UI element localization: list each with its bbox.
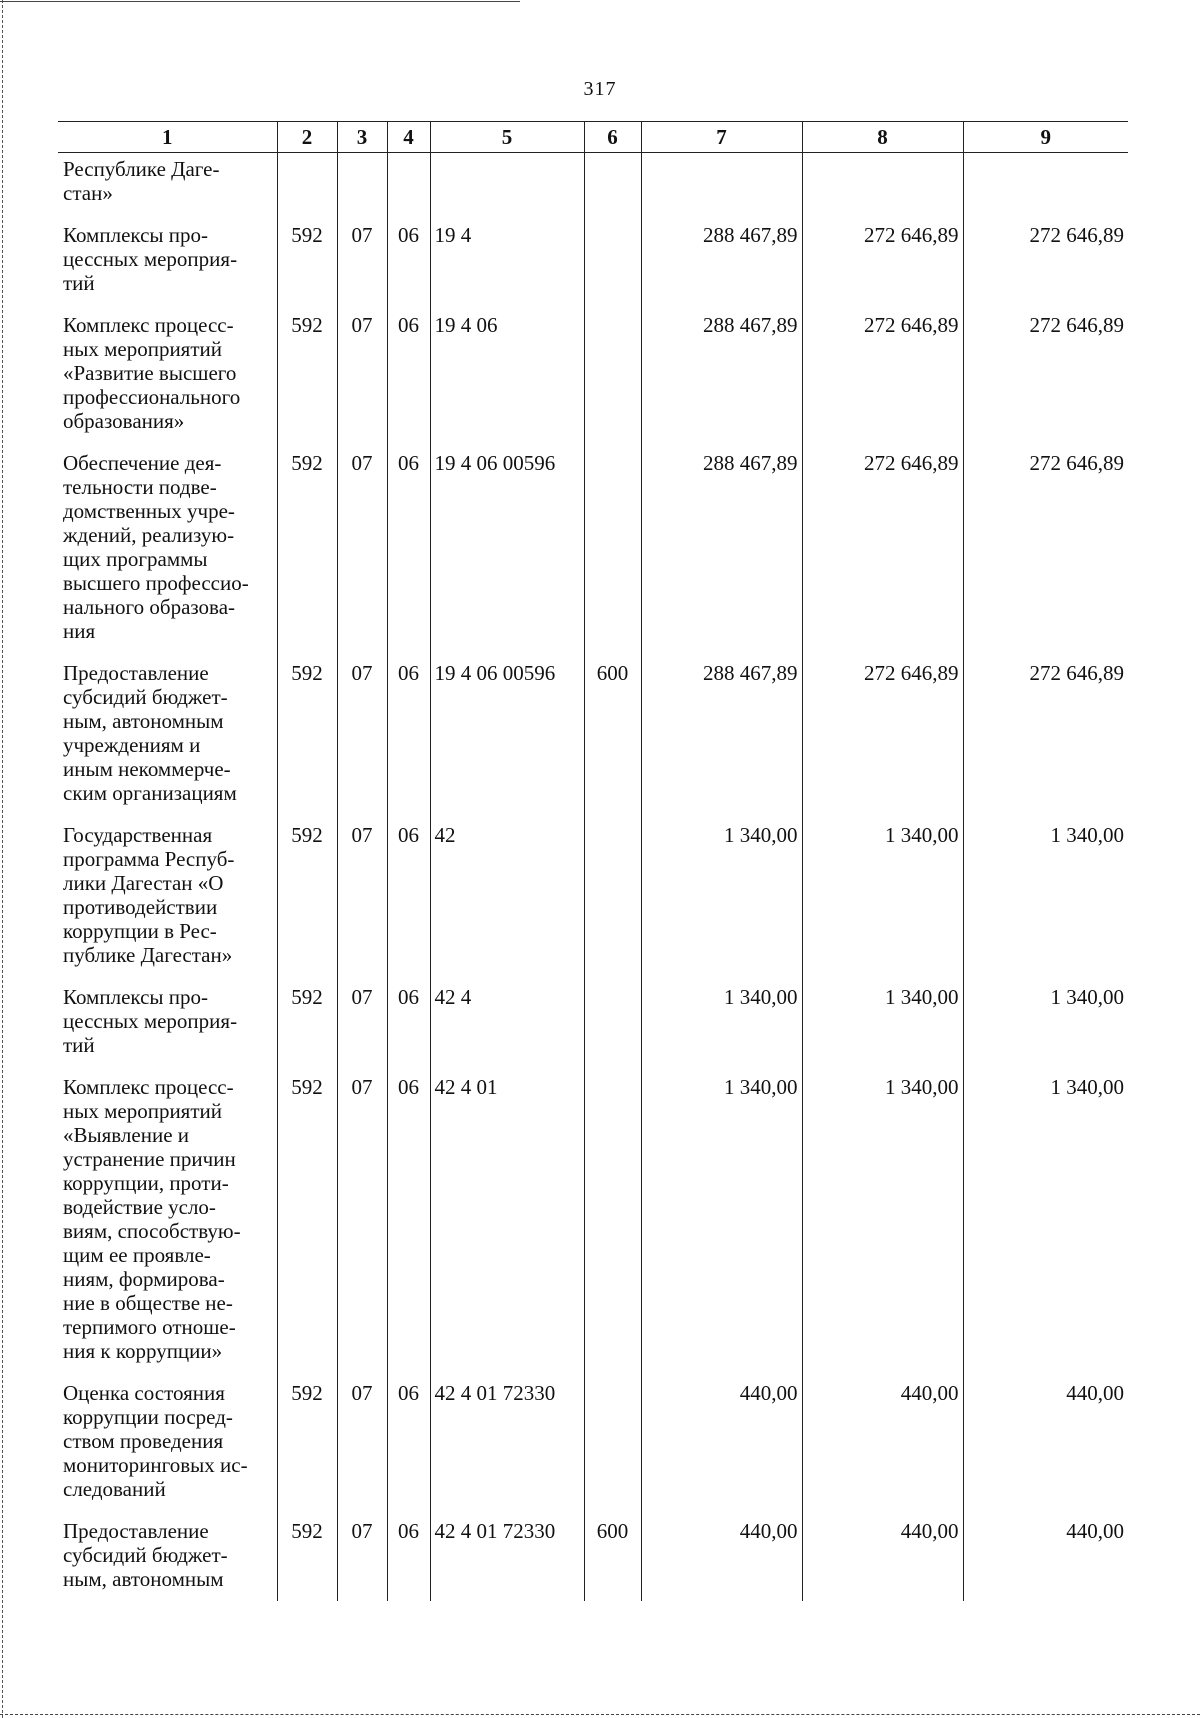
- code-cell-2: 592: [277, 309, 337, 447]
- code-cell-6: 600: [584, 1515, 641, 1601]
- code-cell-4: 06: [387, 447, 430, 657]
- code-cell-5: 42 4: [430, 981, 584, 1071]
- header-row: [58, 122, 1128, 153]
- amount-cell-7: 288 467,89: [641, 447, 802, 657]
- code-cell-5: 19 4 06 00596: [430, 447, 584, 657]
- code-cell-4: 06: [387, 1071, 430, 1377]
- amount-cell-8: 1 340,00: [802, 1071, 963, 1377]
- amount-cell-8: 1 340,00: [802, 981, 963, 1071]
- code-cell-3: 07: [337, 447, 387, 657]
- row-name-cell: Комплексы про- цессных мероприя- тий: [63, 985, 238, 1057]
- budget-table: [58, 121, 1128, 1601]
- code-cell-4: 06: [387, 1377, 430, 1515]
- code-cell-3: 07: [337, 819, 387, 981]
- code-cell-6: [584, 1071, 641, 1377]
- amount-cell-9: 272 646,89: [963, 309, 1128, 447]
- code-cell-6: [584, 153, 641, 220]
- code-cell-4: 06: [387, 309, 430, 447]
- code-cell-3: 07: [337, 1377, 387, 1515]
- amount-cell-8: 272 646,89: [802, 447, 963, 657]
- table-row: [58, 153, 1128, 220]
- code-cell-6: [584, 1377, 641, 1515]
- code-cell-5: [430, 153, 584, 220]
- amount-cell-9: 1 340,00: [963, 819, 1128, 981]
- amount-cell-9: 1 340,00: [963, 1071, 1128, 1377]
- code-cell-6: [584, 981, 641, 1071]
- col-header-4: 4: [387, 122, 430, 153]
- amount-cell-9: 440,00: [963, 1515, 1128, 1601]
- row-name-cell: Предоставление субсидий бюджет- ным, автономным: [63, 1519, 228, 1591]
- amount-cell-7: 440,00: [641, 1515, 802, 1601]
- code-cell-6: [584, 309, 641, 447]
- scan-edge-top: [0, 1, 520, 3]
- code-cell-5: 19 4: [430, 219, 584, 309]
- code-cell-3: 07: [337, 309, 387, 447]
- col-header-6: 6: [584, 122, 641, 153]
- amount-cell-9: [963, 153, 1128, 220]
- row-name-cell: Комплекс процесс- ных мероприятий «Выявление и устранение причин коррупции, проти- водействие усло- виям, способствую- щим ее проявле- ниям, формирова- ние в обществе не- терпимого отноше- ния к коррупции»: [63, 1075, 241, 1363]
- col-header-9: 9: [963, 122, 1128, 153]
- amount-cell-7: [641, 153, 802, 220]
- amount-cell-7: 1 340,00: [641, 819, 802, 981]
- amount-cell-8: [802, 153, 963, 220]
- amount-cell-9: 1 340,00: [963, 981, 1128, 1071]
- page-number: 317: [583, 78, 617, 100]
- col-header-5: 5: [430, 122, 584, 153]
- row-name-cell: Обеспечение дея- тельности подве- домственных учре- ждений, реализую- щих программы высшего профессио- нального образова- ния: [63, 451, 249, 643]
- code-cell-4: 06: [387, 657, 430, 819]
- code-cell-2: 592: [277, 1071, 337, 1377]
- code-cell-6: [584, 819, 641, 981]
- col-header-2: 2: [277, 122, 337, 153]
- amount-cell-8: 1 340,00: [802, 819, 963, 981]
- code-cell-2: 592: [277, 1377, 337, 1515]
- code-cell-6: 600: [584, 657, 641, 819]
- col-header-8: 8: [802, 122, 963, 153]
- scan-edge-left: [2, 0, 4, 1718]
- code-cell-3: 07: [337, 981, 387, 1071]
- row-name-cell: Государственная программа Респуб- лики Дагестан «О противодействии коррупции в Рес- публике Дагестан»: [63, 823, 235, 967]
- code-cell-6: [584, 447, 641, 657]
- code-cell-4: 06: [387, 219, 430, 309]
- amount-cell-9: 272 646,89: [963, 657, 1128, 819]
- amount-cell-7: 1 340,00: [641, 1071, 802, 1377]
- table-row: [58, 1515, 1128, 1601]
- code-cell-3: 07: [337, 657, 387, 819]
- amount-cell-7: 288 467,89: [641, 309, 802, 447]
- code-cell-4: 06: [387, 981, 430, 1071]
- amount-cell-7: 288 467,89: [641, 219, 802, 309]
- code-cell-5: 42 4 01: [430, 1071, 584, 1377]
- table-body: [58, 153, 1128, 1602]
- table-row: [58, 219, 1128, 309]
- col-header-7: 7: [641, 122, 802, 153]
- row-name-cell: Комплексы про- цессных мероприя- тий: [63, 223, 238, 295]
- code-cell-4: 06: [387, 819, 430, 981]
- amount-cell-8: 440,00: [802, 1377, 963, 1515]
- code-cell-5: 42: [430, 819, 584, 981]
- code-cell-3: 07: [337, 219, 387, 309]
- amount-cell-9: 272 646,89: [963, 447, 1128, 657]
- code-cell-3: 07: [337, 1515, 387, 1601]
- code-cell-4: 06: [387, 1515, 430, 1601]
- row-name-cell: Республике Даге- стан»: [63, 157, 220, 205]
- code-cell-5: 19 4 06 00596: [430, 657, 584, 819]
- code-cell-5: 42 4 01 72330: [430, 1377, 584, 1515]
- table-row: [58, 1377, 1128, 1515]
- code-cell-2: 592: [277, 219, 337, 309]
- amount-cell-8: 272 646,89: [802, 309, 963, 447]
- col-header-1: 1: [58, 122, 277, 153]
- code-cell-3: 07: [337, 1071, 387, 1377]
- table-row: [58, 447, 1128, 657]
- code-cell-6: [584, 219, 641, 309]
- row-name-cell: Предоставление субсидий бюджет- ным, автономным учреждениям и иным некоммерче- ским организациям: [63, 661, 237, 805]
- code-cell-2: 592: [277, 819, 337, 981]
- code-cell-5: 19 4 06: [430, 309, 584, 447]
- code-cell-2: 592: [277, 447, 337, 657]
- table-row: [58, 657, 1128, 819]
- amount-cell-7: 1 340,00: [641, 981, 802, 1071]
- amount-cell-7: 440,00: [641, 1377, 802, 1515]
- row-name-cell: Оценка состояния коррупции посред- ством проведения мониторинговых ис- следований: [63, 1381, 248, 1501]
- code-cell-2: 592: [277, 981, 337, 1071]
- table-row: [58, 819, 1128, 981]
- table-row: [58, 309, 1128, 447]
- table-row: [58, 981, 1128, 1071]
- amount-cell-8: 272 646,89: [802, 219, 963, 309]
- amount-cell-8: 272 646,89: [802, 657, 963, 819]
- amount-cell-7: 288 467,89: [641, 657, 802, 819]
- table-row: [58, 1071, 1128, 1377]
- scan-edge-bottom: [0, 1714, 1200, 1716]
- code-cell-2: 592: [277, 1515, 337, 1601]
- amount-cell-9: 272 646,89: [963, 219, 1128, 309]
- col-header-3: 3: [337, 122, 387, 153]
- code-cell-4: [387, 153, 430, 220]
- code-cell-5: 42 4 01 72330: [430, 1515, 584, 1601]
- code-cell-3: [337, 153, 387, 220]
- amount-cell-8: 440,00: [802, 1515, 963, 1601]
- amount-cell-9: 440,00: [963, 1377, 1128, 1515]
- code-cell-2: 592: [277, 657, 337, 819]
- row-name-cell: Комплекс процесс- ных мероприятий «Развитие высшего профессионального образования»: [63, 313, 241, 433]
- code-cell-2: [277, 153, 337, 220]
